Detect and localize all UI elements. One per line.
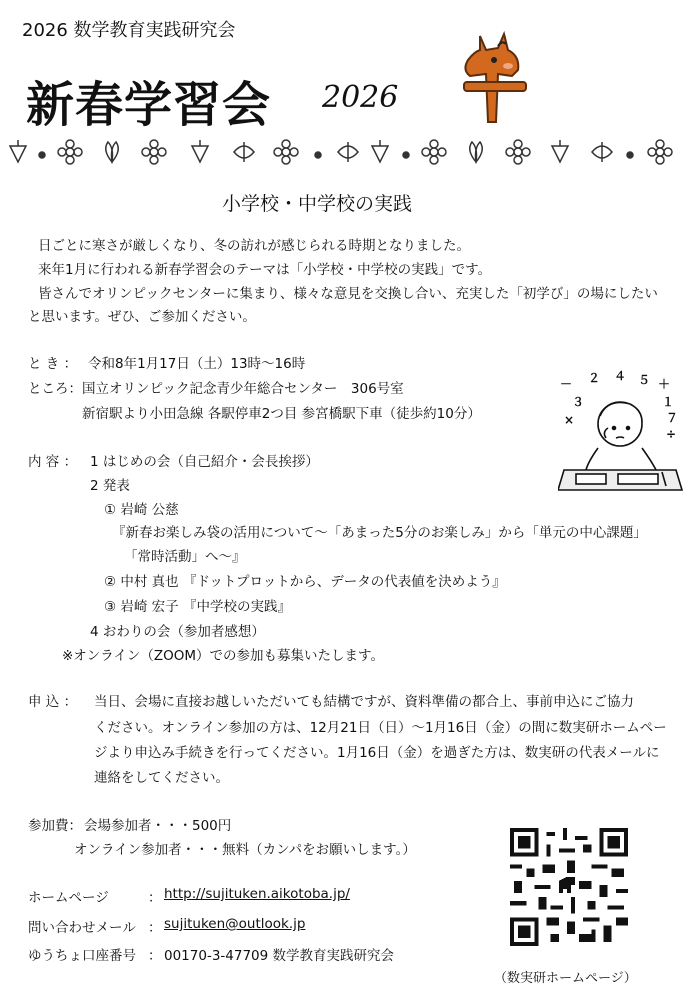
page-title: 新春学習会 (26, 77, 272, 133)
postal-colon: ： (148, 948, 162, 964)
horse-illustration (458, 30, 534, 124)
presenter-1: ① 岩崎 公慈 (104, 502, 179, 518)
online-note: ※オンライン（ZOOM）での参加も募集いたします。 (62, 648, 384, 664)
presenter-2: ② 中村 真也 『ドットプロットから、データの代表値を決めよう』 (104, 574, 506, 590)
decorative-flower-border (8, 135, 692, 169)
student-thinking-illustration (558, 366, 684, 498)
math-symbol: １ (662, 395, 675, 409)
fee-online: オンライン参加者・・・無料（カンパをお願いします。） (74, 842, 416, 858)
qr-caption: （数実研ホームページ） (494, 971, 637, 986)
math-symbol: ÷ (666, 427, 677, 441)
math-symbol: ５ (638, 373, 651, 387)
when-value: 令和8年1月17日（土）13時～16時 (88, 356, 306, 372)
apply-line-3: ジより申込み手続きを行ってください。1月16日（金）を過ぎた方は、数実研の代表メールに (94, 745, 660, 761)
fee-label: 参加費： (28, 818, 82, 834)
math-symbol: × (564, 413, 575, 427)
where-access: 新宿駅より小田急線 各駅停車2つ目 参宮橋駅下車（徒歩約10分） (82, 406, 481, 422)
qr-code[interactable] (510, 828, 628, 946)
math-symbol: ＋ (658, 377, 671, 391)
apply-label: 申 込 ： (28, 694, 78, 710)
email-colon: ： (148, 920, 162, 936)
organizer-line: 2026 数学教育実践研究会 (22, 20, 236, 41)
where-label: ところ： (28, 381, 82, 397)
apply-line-1: 当日、会場に直接お越しいただいても結構ですが、資料準備の都合上、事前申込にご協力 (94, 694, 634, 710)
homepage-colon: ： (148, 890, 162, 906)
math-symbol: ２ (588, 371, 601, 385)
intro-line-2: 来年1月に行われる新春学習会のテーマは「小学校・中学校の実践」です。 (38, 262, 492, 278)
math-symbol: ４ (614, 369, 627, 383)
agenda-item-2: 2 発表 (90, 478, 130, 494)
title-year: 2026 (322, 80, 399, 115)
math-symbol: ３ (572, 395, 585, 409)
presenter-1-title-a: 『新春お楽しみ袋の活用について～「あまった5分のお楽しみ」から「単元の中心課題」 (112, 525, 647, 541)
math-symbol: ７ (666, 411, 679, 425)
postal-label: ゆうちょ口座番号 (28, 948, 136, 964)
agenda-item-4: 4 おわりの会（参加者感想） (90, 624, 265, 640)
fee-venue: 会場参加者・・・500円 (84, 818, 232, 834)
intro-line-3: 皆さんでオリンピックセンターに集まり、様々な意見を交換し合い、充実した「初学び」の場にしたい (38, 286, 658, 302)
postal-value: 00170-3-47709 数学教育実践研究会 (164, 948, 395, 964)
presenter-3: ③ 岩崎 宏子 『中学校の実践』 (104, 599, 291, 615)
agenda-item-1: 1 はじめの会（自己紹介・会長挨拶） (90, 454, 319, 470)
homepage-link[interactable]: http://sujituken.aikotoba.jp/ (164, 886, 350, 902)
content-label: 内 容 ： (28, 454, 78, 470)
theme-subtitle: 小学校・中学校の実践 (222, 193, 413, 215)
email-label: 問い合わせメール (28, 920, 136, 936)
apply-line-4: 連絡をしてください。 (94, 770, 229, 786)
email-link[interactable]: sujituken@outlook.jp (164, 916, 306, 932)
intro-line-4: と思います。ぜひ、ご参加ください。 (28, 309, 256, 325)
where-value: 国立オリンピック記念青少年総合センター 306号室 (82, 381, 404, 397)
math-symbol: － (560, 377, 573, 391)
apply-line-2: ください。オンライン参加の方は、12月21日（日）～1月16日（金）の間に数実研ホームペー (94, 720, 667, 736)
homepage-label: ホームページ (28, 890, 109, 906)
presenter-1-title-b: 「常時活動」へ～』 (124, 549, 246, 565)
when-label: と き ： (28, 356, 78, 372)
intro-line-1: 日ごとに寒さが厳しくなり、冬の訪れが感じられる時期となりました。 (38, 238, 470, 254)
